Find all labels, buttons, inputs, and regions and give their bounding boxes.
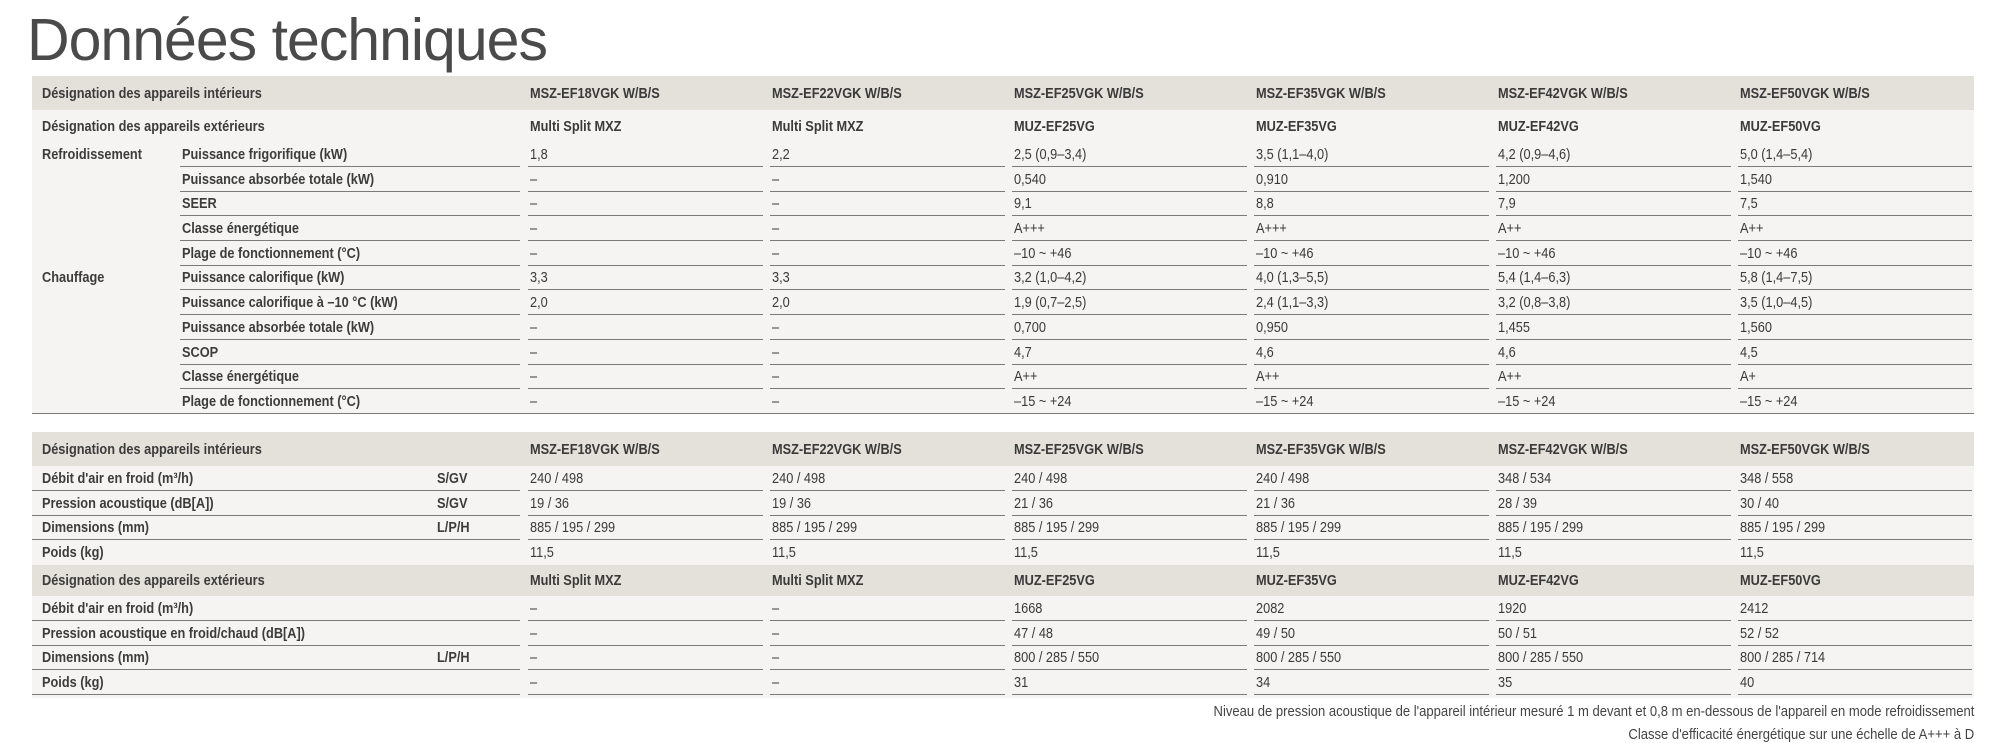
table-row — [32, 265, 1974, 290]
value-cell: – — [530, 171, 538, 188]
value-cell: 3,5 (1,1–4,0) — [1256, 146, 1329, 163]
value-cell: 40 — [1740, 674, 1755, 691]
indoor-model-cell: MSZ-EF25VGK W/B/S — [1014, 85, 1144, 102]
table-row — [32, 621, 1974, 646]
header-label: Désignation des appareils intérieurs — [42, 441, 262, 458]
value-cell: – — [772, 195, 780, 212]
value-cell: A+++ — [1014, 220, 1045, 237]
value-cell: 1,8 — [530, 146, 548, 163]
outdoor-model-cell: MUZ-EF35VG — [1256, 573, 1337, 589]
value-cell: 0,700 — [1014, 319, 1046, 336]
value-cell: 4,6 — [1256, 344, 1274, 361]
value-cell: 3,5 (1,0–4,5) — [1740, 294, 1813, 311]
value-cell: 1,200 — [1498, 171, 1530, 188]
indoor-model-cell: MSZ-EF42VGK W/B/S — [1498, 441, 1628, 458]
value-cell: – — [530, 368, 538, 385]
value-cell: –10 ~ +46 — [1014, 245, 1072, 262]
value-cell: – — [530, 649, 538, 666]
page-title: Données techniques — [27, 7, 547, 73]
indoor-model-cell: MSZ-EF35VGK W/B/S — [1256, 85, 1386, 102]
indoor-model-cell: MSZ-EF50VGK W/B/S — [1740, 85, 1870, 102]
value-cell: –15 ~ +24 — [1498, 393, 1556, 410]
indoor-units-header-row — [32, 76, 1974, 110]
value-cell: 9,1 — [1014, 195, 1032, 212]
value-cell: 3,2 (0,8–3,8) — [1498, 294, 1571, 311]
value-cell: – — [530, 220, 538, 237]
indoor-model-cell: MSZ-EF22VGK W/B/S — [772, 441, 902, 458]
value-cell: 7,5 — [1740, 195, 1758, 212]
parameter-label: Classe énergétique — [182, 220, 300, 237]
outdoor-model-cell: Multi Split MXZ — [530, 118, 622, 135]
unit-label: S/GV — [437, 470, 468, 487]
value-cell: 885 / 195 / 299 — [1740, 519, 1826, 536]
value-cell: – — [530, 625, 538, 642]
value-cell: 2,5 (0,9–3,4) — [1014, 146, 1087, 163]
value-cell: 240 / 498 — [1014, 470, 1068, 487]
value-cell: 2,4 (1,1–3,3) — [1256, 294, 1329, 311]
parameter-label: Débit d'air en froid (m³/h) — [42, 600, 194, 617]
value-cell: – — [772, 220, 780, 237]
value-cell: – — [530, 393, 538, 410]
value-cell: 348 / 534 — [1498, 470, 1552, 487]
table-row — [32, 596, 1974, 621]
outdoor-model-cell: MUZ-EF25VG — [1014, 573, 1095, 589]
value-cell: 885 / 195 / 299 — [530, 519, 616, 536]
subheader-label: Désignation des appareils extérieurs — [42, 118, 265, 135]
parameter-label: Plage de fonctionnement (°C) — [182, 393, 361, 410]
outdoor-units-row — [32, 110, 1974, 142]
value-cell: – — [530, 245, 538, 262]
value-cell: A+ — [1740, 368, 1756, 385]
outdoor-model-cell: Multi Split MXZ — [530, 573, 622, 589]
value-cell: 4,6 — [1498, 344, 1516, 361]
table-row — [32, 364, 1974, 389]
table-row — [32, 466, 1974, 491]
value-cell: 240 / 498 — [1256, 470, 1310, 487]
value-cell: 2082 — [1256, 600, 1285, 617]
value-cell: A++ — [1498, 368, 1522, 385]
parameter-label: Puissance absorbée totale (kW) — [182, 171, 375, 188]
value-cell: 2,0 — [772, 294, 790, 311]
parameter-label: Classe énergétique — [182, 368, 300, 385]
indoor-units-header-row — [32, 432, 1974, 466]
table-row — [32, 142, 1974, 167]
parameter-label: Dimensions (mm) — [42, 649, 150, 666]
footnote-energy-class: Classe d'efficacité énergétique sur une échelle de A+++ à D — [1628, 727, 1974, 743]
indoor-model-cell: MSZ-EF50VGK W/B/S — [1740, 441, 1870, 458]
parameter-label: Puissance absorbée totale (kW) — [182, 319, 375, 336]
parameter-label: Poids (kg) — [42, 674, 104, 691]
value-cell: 30 / 40 — [1740, 495, 1780, 512]
indoor-model-cell: MSZ-EF35VGK W/B/S — [1256, 441, 1386, 458]
parameter-label: SCOP — [182, 344, 219, 361]
value-cell: – — [530, 674, 538, 691]
value-cell: 1668 — [1014, 600, 1043, 617]
footnote-acoustic: Niveau de pression acoustique de l'appareil intérieur mesuré 1 m devant et 0,8 m en-dessous de l'appareil en mode refroidissement — [1213, 704, 1974, 720]
value-cell: 8,8 — [1256, 195, 1274, 212]
outdoor-model-cell: MUZ-EF50VG — [1740, 573, 1821, 589]
outdoor-model-cell: Multi Split MXZ — [772, 573, 864, 589]
value-cell: – — [772, 600, 780, 617]
value-cell: 348 / 558 — [1740, 470, 1794, 487]
value-cell: 4,0 (1,3–5,5) — [1256, 269, 1329, 286]
value-cell: 3,3 — [772, 269, 790, 286]
table-row — [32, 389, 1974, 414]
value-cell: 11,5 — [530, 544, 554, 561]
value-cell: 5,8 (1,4–7,5) — [1740, 269, 1813, 286]
unit-label: L/P/H — [437, 519, 470, 536]
value-cell: 7,9 — [1498, 195, 1516, 212]
value-cell: 1,9 (0,7–2,5) — [1014, 294, 1087, 311]
outdoor-model-cell: MUZ-EF25VG — [1014, 118, 1095, 135]
value-cell: 0,950 — [1256, 319, 1288, 336]
table-row — [32, 216, 1974, 241]
value-cell: 11,5 — [1256, 544, 1280, 561]
value-cell: – — [530, 319, 538, 336]
value-cell: 800 / 285 / 714 — [1740, 649, 1826, 666]
table-bottom-rule — [32, 413, 1974, 414]
parameter-label: Plage de fonctionnement (°C) — [182, 245, 361, 262]
value-cell: 800 / 285 / 550 — [1014, 649, 1100, 666]
value-cell: 800 / 285 / 550 — [1498, 649, 1584, 666]
value-cell: 885 / 195 / 299 — [1498, 519, 1584, 536]
value-cell: A++ — [1256, 368, 1280, 385]
indoor-model-cell: MSZ-EF18VGK W/B/S — [530, 441, 660, 458]
header-label: Désignation des appareils intérieurs — [42, 85, 262, 102]
parameter-label: Pression acoustique (dB[A]) — [42, 495, 214, 512]
value-cell: 5,4 (1,4–6,3) — [1498, 269, 1571, 286]
value-cell: A++ — [1498, 220, 1522, 237]
value-cell: A++ — [1740, 220, 1764, 237]
value-cell: 31 — [1014, 674, 1029, 691]
value-cell: 21 / 36 — [1014, 495, 1054, 512]
group-label: Chauffage — [42, 269, 105, 286]
value-cell: 1,540 — [1740, 171, 1772, 188]
parameter-label: Puissance calorifique (kW) — [182, 269, 345, 286]
value-cell: 800 / 285 / 550 — [1256, 649, 1342, 666]
value-cell: 35 — [1498, 674, 1513, 691]
value-cell: 11,5 — [1498, 544, 1522, 561]
value-cell: – — [772, 368, 780, 385]
value-cell: 11,5 — [1740, 544, 1764, 561]
table-row — [32, 491, 1974, 516]
value-cell: 1,455 — [1498, 319, 1530, 336]
row-separator — [32, 694, 520, 695]
value-cell: – — [530, 195, 538, 212]
value-cell: 21 / 36 — [1256, 495, 1296, 512]
value-cell: 11,5 — [772, 544, 796, 561]
value-cell: – — [772, 171, 780, 188]
value-cell: –10 ~ +46 — [1498, 245, 1556, 262]
unit-label: S/GV — [437, 495, 468, 512]
parameter-label: SEER — [182, 195, 217, 212]
outdoor-model-cell: MUZ-EF42VG — [1498, 573, 1579, 589]
table-row — [32, 241, 1974, 266]
value-cell: –15 ~ +24 — [1740, 393, 1798, 410]
value-cell: 50 / 51 — [1498, 625, 1538, 642]
row-separator — [770, 694, 1005, 695]
row-separator — [1738, 694, 1972, 695]
value-cell: 19 / 36 — [772, 495, 812, 512]
value-cell: 885 / 195 / 299 — [1256, 519, 1342, 536]
indoor-model-cell: MSZ-EF22VGK W/B/S — [772, 85, 902, 102]
value-cell: 28 / 39 — [1498, 495, 1538, 512]
value-cell: – — [772, 649, 780, 666]
parameter-label: Puissance frigorifique (kW) — [182, 146, 348, 163]
value-cell: –15 ~ +24 — [1256, 393, 1314, 410]
table-row — [32, 670, 1974, 695]
value-cell: – — [530, 344, 538, 361]
value-cell: 240 / 498 — [772, 470, 826, 487]
indoor-model-cell: MSZ-EF25VGK W/B/S — [1014, 441, 1144, 458]
value-cell: 4,5 — [1740, 344, 1758, 361]
table-row — [32, 340, 1974, 365]
table-row — [32, 167, 1974, 192]
value-cell: –15 ~ +24 — [1014, 393, 1072, 410]
value-cell: 3,3 — [530, 269, 548, 286]
outdoor-units-header-row — [32, 565, 1974, 596]
value-cell: 19 / 36 — [530, 495, 570, 512]
outdoor-model-cell: MUZ-EF42VG — [1498, 118, 1579, 135]
value-cell: 3,2 (1,0–4,2) — [1014, 269, 1087, 286]
value-cell: – — [772, 674, 780, 691]
value-cell: 11,5 — [1014, 544, 1038, 561]
table-row — [32, 515, 1974, 540]
row-separator — [1496, 694, 1731, 695]
value-cell: 1920 — [1498, 600, 1527, 617]
value-cell: 2,0 — [530, 294, 548, 311]
value-cell: –10 ~ +46 — [1256, 245, 1314, 262]
row-separator — [1254, 694, 1489, 695]
parameter-label: Débit d'air en froid (m³/h) — [42, 470, 194, 487]
value-cell: 5,0 (1,4–5,4) — [1740, 146, 1813, 163]
value-cell: 1,560 — [1740, 319, 1772, 336]
table-row — [32, 540, 1974, 565]
unit-label: L/P/H — [437, 649, 470, 666]
outdoor-model-cell: MUZ-EF50VG — [1740, 118, 1821, 135]
value-cell: 34 — [1256, 674, 1271, 691]
value-cell: – — [772, 319, 780, 336]
value-cell: 0,540 — [1014, 171, 1046, 188]
value-cell: – — [772, 393, 780, 410]
value-cell: A++ — [1014, 368, 1038, 385]
header-label: Désignation des appareils extérieurs — [42, 573, 265, 589]
table-row — [32, 645, 1974, 670]
table-row — [32, 290, 1974, 315]
value-cell: 49 / 50 — [1256, 625, 1296, 642]
value-cell: –10 ~ +46 — [1740, 245, 1798, 262]
value-cell: 2412 — [1740, 600, 1769, 617]
table-row — [32, 191, 1974, 216]
value-cell: – — [530, 600, 538, 617]
value-cell: 2,2 — [772, 146, 790, 163]
parameter-label: Poids (kg) — [42, 544, 104, 561]
indoor-model-cell: MSZ-EF42VGK W/B/S — [1498, 85, 1628, 102]
row-separator — [1012, 694, 1247, 695]
parameter-label: Dimensions (mm) — [42, 519, 150, 536]
parameter-label: Pression acoustique en froid/chaud (dB[A]) — [42, 625, 306, 642]
value-cell: 4,7 — [1014, 344, 1032, 361]
table-row — [32, 315, 1974, 340]
parameter-label: Puissance calorifique à –10 °C (kW) — [182, 294, 398, 311]
value-cell: 885 / 195 / 299 — [1014, 519, 1100, 536]
value-cell: – — [772, 344, 780, 361]
group-label: Refroidissement — [42, 146, 142, 163]
value-cell: 47 / 48 — [1014, 625, 1054, 642]
value-cell: A+++ — [1256, 220, 1287, 237]
value-cell: 52 / 52 — [1740, 625, 1780, 642]
row-separator — [528, 694, 763, 695]
outdoor-model-cell: Multi Split MXZ — [772, 118, 864, 135]
value-cell: 885 / 195 / 299 — [772, 519, 858, 536]
value-cell: 0,910 — [1256, 171, 1288, 188]
value-cell: – — [772, 625, 780, 642]
value-cell: 4,2 (0,9–4,6) — [1498, 146, 1571, 163]
value-cell: – — [772, 245, 780, 262]
value-cell: 240 / 498 — [530, 470, 584, 487]
outdoor-model-cell: MUZ-EF35VG — [1256, 118, 1337, 135]
indoor-model-cell: MSZ-EF18VGK W/B/S — [530, 85, 660, 102]
